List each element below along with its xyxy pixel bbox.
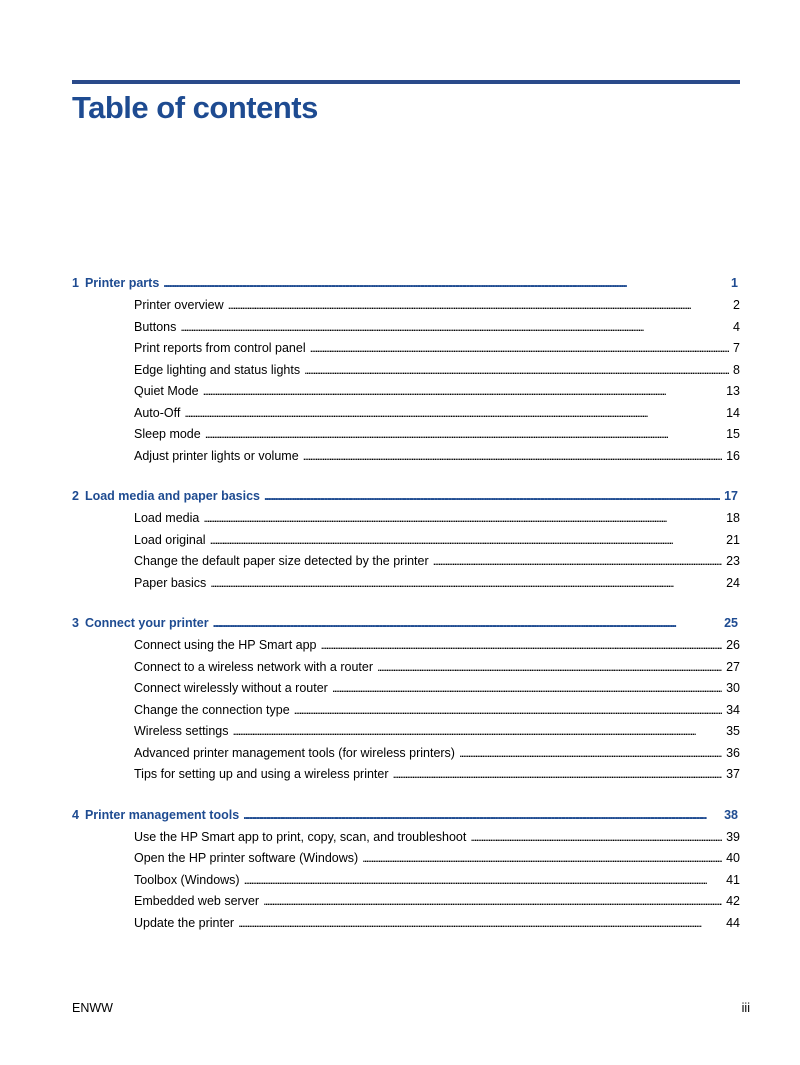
footer-label: ENWW (72, 1001, 113, 1015)
dot-leader (303, 449, 722, 463)
toc-section-link[interactable] (72, 363, 740, 385)
section-page-number: 39 (726, 829, 740, 844)
section-title: Paper basics (134, 575, 207, 590)
dot-leader (264, 489, 720, 503)
toc-section-link[interactable] (72, 703, 740, 725)
section-page-number: 30 (726, 681, 740, 695)
toc-section-link[interactable] (72, 851, 740, 873)
toc-chapter-link[interactable] (72, 808, 740, 830)
dot-leader (184, 406, 722, 420)
section-title: Toolbox (Windows) (134, 872, 240, 887)
chapter-label (72, 808, 239, 822)
section-title: Print reports from control panel (134, 341, 306, 355)
header-rule (72, 80, 740, 84)
toc-section-link[interactable] (72, 406, 740, 428)
dot-leader (180, 320, 729, 334)
chapter-number: 1 (72, 276, 79, 290)
chapter-page-number: 38 (724, 807, 738, 822)
chapter-title: Printer parts (84, 276, 160, 290)
dot-leader (213, 616, 721, 630)
toc-section-link[interactable] (72, 554, 740, 576)
toc-section-link[interactable] (72, 746, 740, 768)
section-title: Auto-Off (134, 405, 181, 420)
section-title: Connect wirelessly without a router (134, 681, 328, 695)
chapter-label (72, 276, 159, 290)
toc-chapter (72, 808, 740, 938)
table-of-contents (72, 276, 740, 956)
section-title: Printer overview (134, 298, 224, 312)
section-page-number: 7 (733, 341, 740, 355)
toc-section-link[interactable] (72, 511, 740, 533)
toc-section-link[interactable] (72, 660, 740, 682)
dot-leader (243, 808, 720, 822)
toc-section-link[interactable] (72, 341, 740, 363)
chapter-page-number: 17 (724, 489, 738, 503)
section-page-number: 18 (726, 511, 740, 525)
dot-leader (393, 767, 723, 781)
section-page-number: 8 (733, 362, 740, 377)
section-page-number: 27 (726, 659, 740, 674)
page-number: iii (741, 1001, 750, 1015)
dot-leader (163, 276, 727, 290)
dot-leader (244, 873, 723, 887)
section-title: Wireless settings (134, 724, 229, 738)
section-page-number: 14 (726, 405, 740, 420)
section-title: Tips for setting up and using a wireless printer (134, 767, 389, 781)
chapter-number: 2 (72, 489, 79, 503)
toc-section-link[interactable] (72, 830, 740, 852)
section-page-number: 4 (733, 319, 740, 334)
page-title: Table of contents (72, 90, 318, 125)
toc-chapter (72, 489, 740, 597)
toc-section-link[interactable] (72, 533, 740, 555)
chapter-number: 3 (72, 616, 79, 630)
dot-leader (310, 341, 729, 355)
chapter-number: 4 (72, 807, 79, 822)
toc-section-link[interactable] (72, 724, 740, 746)
section-page-number: 24 (726, 575, 740, 590)
dot-leader (459, 746, 722, 760)
dot-leader (263, 894, 722, 908)
toc-section-link[interactable] (72, 916, 740, 938)
dot-leader (321, 638, 723, 652)
toc-chapter (72, 276, 740, 470)
section-title: Advanced printer management tools (for wireless printers) (134, 745, 455, 760)
section-page-number: 23 (726, 554, 740, 568)
toc-section-link[interactable] (72, 449, 740, 471)
section-page-number: 16 (726, 448, 740, 463)
toc-chapter-link[interactable] (72, 276, 740, 298)
toc-section-link[interactable] (72, 767, 740, 789)
section-page-number: 34 (726, 702, 740, 717)
section-title: Use the HP Smart app to print, copy, scan, and troubleshoot (134, 829, 467, 844)
dot-leader (205, 427, 722, 441)
dot-leader (203, 384, 722, 398)
section-page-number: 44 (726, 915, 740, 930)
section-page-number: 21 (726, 532, 740, 547)
toc-chapter-link[interactable] (72, 489, 740, 511)
toc-section-link[interactable] (72, 681, 740, 703)
dot-leader (238, 916, 722, 930)
toc-chapter-link[interactable] (72, 616, 740, 638)
section-title: Buttons (134, 319, 177, 334)
dot-leader (210, 533, 723, 547)
section-page-number: 36 (726, 745, 740, 760)
chapter-label (72, 616, 209, 630)
section-page-number: 42 (726, 894, 740, 908)
section-title: Adjust printer lights or volume (134, 448, 299, 463)
toc-section-link[interactable] (72, 384, 740, 406)
toc-section-link[interactable] (72, 427, 740, 449)
chapter-title: Load media and paper basics (84, 489, 261, 503)
toc-section-link[interactable] (72, 298, 740, 320)
toc-chapter (72, 616, 740, 789)
section-title: Connect using the HP Smart app (134, 638, 317, 652)
section-page-number: 13 (726, 384, 740, 398)
dot-leader (210, 576, 722, 590)
dot-leader (470, 830, 722, 844)
dot-leader (433, 554, 722, 568)
chapter-label (72, 489, 260, 503)
section-page-number: 15 (726, 427, 740, 441)
section-page-number: 40 (726, 851, 740, 865)
section-title: Connect to a wireless network with a router (134, 659, 373, 674)
section-page-number: 41 (726, 872, 740, 887)
dot-leader (304, 363, 729, 377)
section-title: Sleep mode (134, 427, 201, 441)
section-title: Edge lighting and status lights (134, 362, 301, 377)
dot-leader (377, 660, 722, 674)
dot-leader (203, 511, 722, 525)
dot-leader (228, 298, 729, 312)
section-page-number: 26 (726, 638, 740, 652)
dot-leader (294, 703, 722, 717)
toc-section-link[interactable] (72, 873, 740, 895)
dot-leader (332, 681, 722, 695)
toc-section-link[interactable] (72, 576, 740, 598)
toc-section-link[interactable] (72, 638, 740, 660)
section-title: Open the HP printer software (Windows) (134, 851, 359, 865)
chapter-page-number: 25 (724, 616, 738, 630)
section-page-number: 2 (733, 298, 740, 312)
section-title: Load media (134, 511, 200, 525)
section-title: Load original (134, 532, 206, 547)
section-title: Embedded web server (134, 894, 260, 908)
section-title: Update the printer (134, 915, 235, 930)
section-page-number: 37 (726, 767, 740, 781)
section-title: Quiet Mode (134, 384, 199, 398)
dot-leader (362, 851, 722, 865)
section-title: Change the default paper size detected by the printer (134, 554, 429, 568)
chapter-page-number: 1 (731, 276, 738, 290)
chapter-title: Connect your printer (84, 616, 209, 630)
section-page-number: 35 (726, 724, 740, 738)
toc-section-link[interactable] (72, 320, 740, 342)
chapter-title: Printer management tools (84, 807, 240, 822)
dot-leader (232, 724, 722, 738)
toc-section-link[interactable] (72, 894, 740, 916)
section-title: Change the connection type (134, 702, 290, 717)
